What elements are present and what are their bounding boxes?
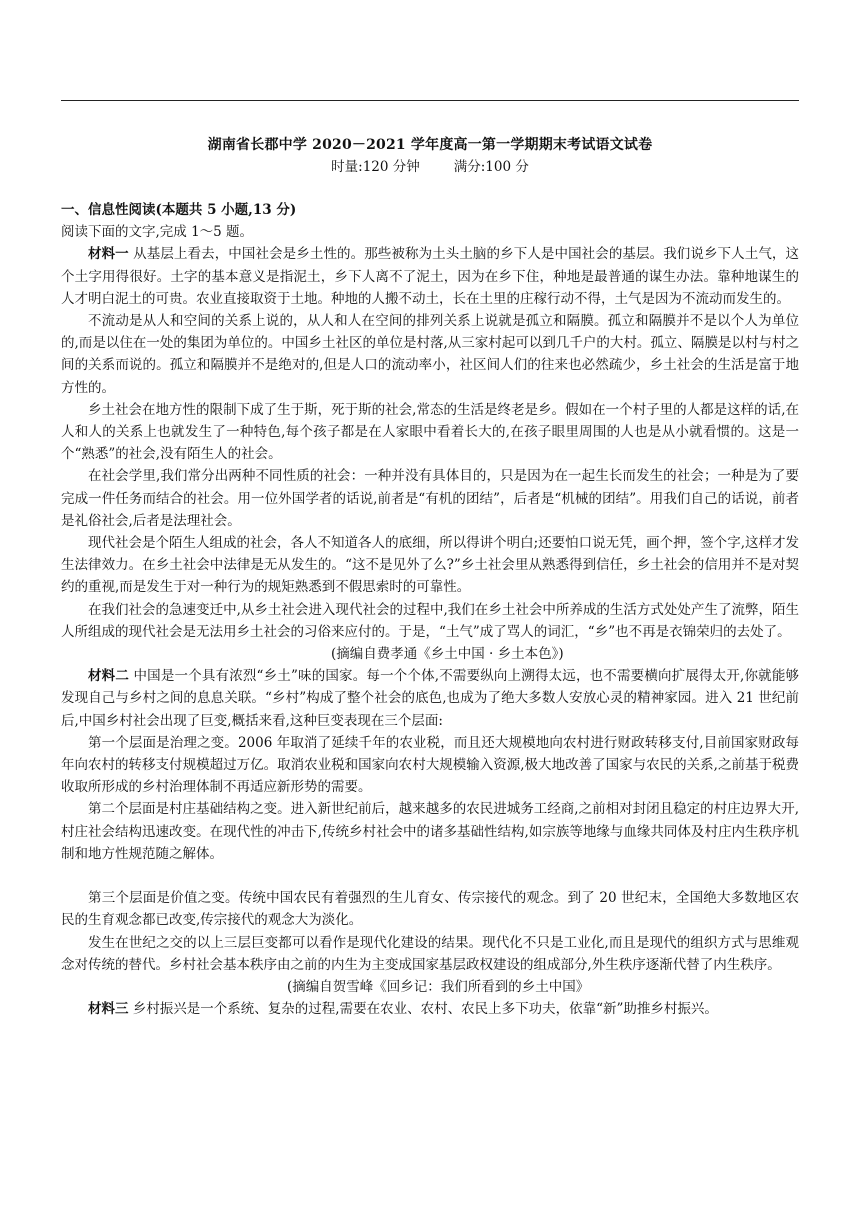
material1-paragraph-5: 现代社会是个陌生人组成的社会，各人不知道各人的底细，所以得讲个明白;还要怕口说无凭，画个押，签个字,这样才发生法律效力。在乡土社会中法律是无从发生的。“这不是见外了么?”乡土社会里从熟悉得到信任，乡土社会的信用并不是对契约的重视,而是发生于对一种行为的规矩熟悉到不假思索时的可靠性。 (61, 535, 799, 596)
material2-paragraph-1 (61, 665, 799, 732)
material3-paragraph-1 (61, 998, 799, 1020)
material3-text-1: 乡村振兴是一个系统、复杂的过程,需要在农业、农村、农民上多下功夫，依靠“新”助推乡村振兴。 (132, 1001, 718, 1018)
exam-title: 湖南省长郡中学 2020－2021 学年度高一第一学期期末考试语文试卷 (207, 137, 653, 153)
material2-text-1: 中国是一个具有浓烈“乡土”味的国家。每一个个体,不需要纵向上溯得太远，也不需要横向扩展得太开,你就能够发现自己与乡村之间的息息关联。“乡村”构成了整个社会的底色,也成为了绝大多数人安放心灵的精神家园。进入 21 世纪前后,中国乡村社会出现了巨变,概括来看,这种巨变表现在三个层面: (61, 668, 800, 729)
section-instruction: 阅读下面的文字,完成 1～5 题。 (61, 224, 254, 241)
material1-source: (摘编自费孝通《乡土中国 · 乡土本色》) (331, 646, 564, 663)
section-heading: 一、信息性阅读(本题共 5 小题,13 分) (61, 202, 297, 218)
header-rule (61, 100, 799, 101)
material1-paragraph-2: 不流动是从人和空间的关系上说的，从人和人在空间的排列关系上说就是孤立和隔膜。孤立和隔膜并不是以个人为单位的,而是以住在一处的集团为单位的。中国乡土社区的单位是村落,从三家村起可以到几千户的大村。孤立、隔膜是以村与村之间的关系而说的。孤立和隔膜并不是绝对的,但是人口的流动率小，社区间人们的往来也必然疏少，乡土社会的生活是富于地方性的。 (61, 313, 799, 396)
material3-label: 材料三 (88, 1001, 129, 1018)
material2-paragraph-3: 第二个层面是村庄基础结构之变。进入新世纪前后，越来越多的农民进城务工经商,之前相对封闭且稳定的村庄边界大开,村庄社会结构迅速改变。在现代性的冲击下,传统乡村社会中的诸多基础性结构,如宗族等地缘与血缘共同体及村庄内生秩序机制和地方性规范随之解体。 (61, 801, 799, 862)
material1-paragraph-6: 在我们社会的急速变迁中,从乡土社会进入现代社会的过程中,我们在乡土社会中所养成的生活方式处处产生了流弊，陌生人所组成的现代社会是无法用乡土社会的习俗来应付的。于是，“土气”成了骂人的词汇，“乡”也不再是衣锦荣归的去处了。 (61, 601, 799, 640)
material2-label: 材料二 (88, 668, 130, 685)
material2-paragraph-4: 第三个层面是价值之变。传统中国农民有着强烈的生儿育女、传宗接代的观念。到了 20 世纪末，全国绝大多数地区农民的生育观念都已改变,传宗接代的观念大为淡化。 (61, 890, 799, 929)
material1-label: 材料一 (88, 246, 129, 263)
material1-paragraph-3: 乡土社会在地方性的限制下成了生于斯，死于斯的社会,常态的生活是终老是乡。假如在一个村子里的人都是这样的话,在人和人的关系上也就发生了一种特色,每个孩子都是在人家眼中看着长大的,在孩子眼里周围的人也是从小就看惯的。这是一个“熟悉”的社会,没有陌生人的社会。 (61, 401, 799, 463)
material1-paragraph-4: 在社会学里,我们常分出两种不同性质的社会：一种并没有具体目的，只是因为在一起生长而发生的社会；一种是为了要完成一件任务而结合的社会。用一位外国学者的话说,前者是“有机的团结”，后者是“机械的团结”。用我们自己的话说，前者是礼俗社会,后者是法理社会。 (61, 468, 799, 529)
document-body (61, 199, 799, 1020)
exam-meta (61, 155, 799, 175)
material1-text-1: 从基层上看去，中国社会是乡土性的。那些被称为土头土脑的乡下人是中国社会的基层。我们说乡下人土气，这个土字用得很好。土字的基本意义是指泥土，乡下人离不了泥土，因为在乡下住，种地是最普通的谋生办法。靠种地谋生的人才明白泥土的可贵。农业直接取资于土地。种地的人搬不动土，长在土里的庄稼行动不得，土气是因为不流动而发生的。 (61, 246, 800, 307)
material2-source: (摘编自贺雪峰《回乡记：我们所看到的乡土中国》 (287, 978, 590, 995)
paragraph-gap (61, 865, 799, 887)
material1-paragraph-1 (61, 243, 799, 310)
exam-score: 满分:100 分 (453, 159, 529, 175)
material2-paragraph-5: 发生在世纪之交的以上三层巨变都可以看作是现代化建设的结果。现代化不只是工业化,而且是现代的组织方式与思维观念对传统的替代。乡村社会基本秩序由之前的内生为主变成国家基层政权建设的组成部分,外生秩序逐渐代替了内生秩序。 (61, 934, 799, 973)
material2-paragraph-2: 第一个层面是治理之变。2006 年取消了延续千年的农业税，而且还大规模地向农村进行财政转移支付,目前国家财政每年向农村的转移支付规模超过万亿。取消农业税和国家向农村大规模输入资源,极大地改善了国家与农民的关系,之前基于税费收取所形成的乡村治理体制不再适应新形势的需要。 (61, 734, 799, 796)
exam-time: 时量:120 分钟 (331, 159, 420, 175)
